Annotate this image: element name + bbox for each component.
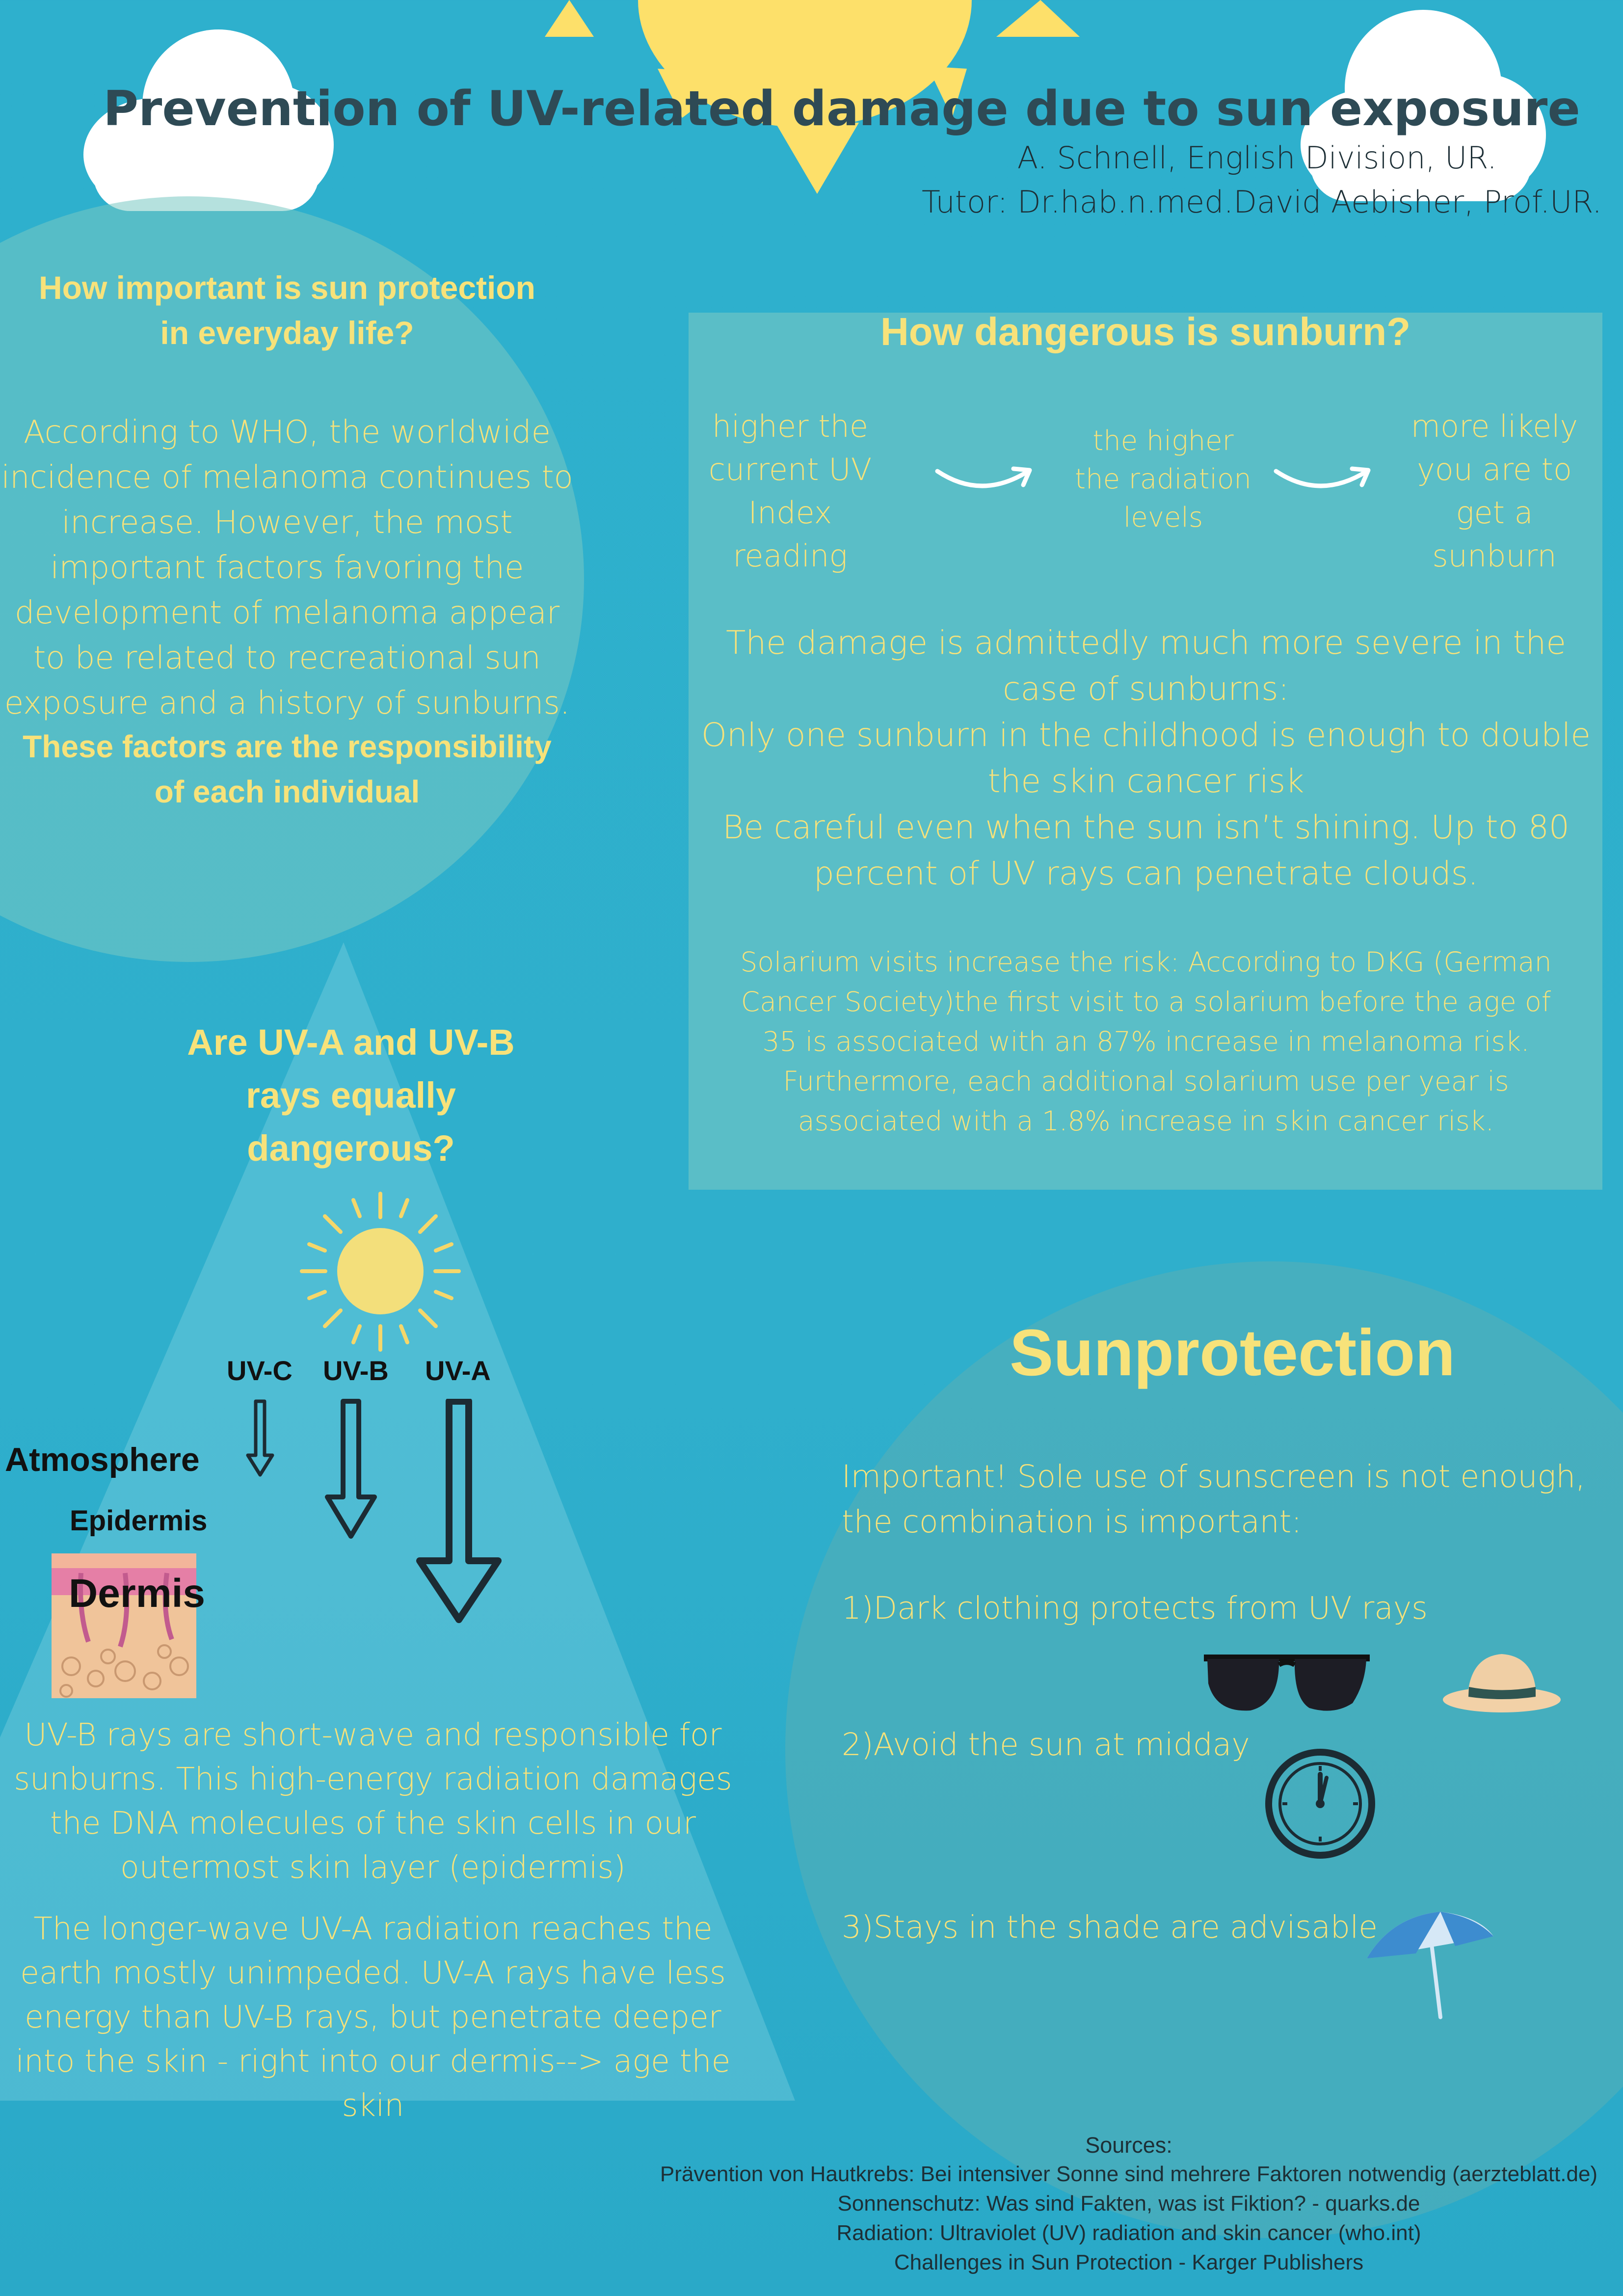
uvb-arrow-icon — [321, 1399, 380, 1541]
sun-icon — [294, 1188, 466, 1355]
importance-emphasis: These factors are the responsibility of each individual — [23, 729, 552, 809]
layer-dermis: Dermis — [69, 1571, 206, 1616]
sunburn-body-2: Only one sunburn in the childhood is enough to double the skin cancer risk — [701, 716, 1591, 800]
sunprotection-item-1: 1)Dark clothing protects from UV rays — [842, 1590, 1428, 1626]
flow-step-3: more likely you are to get a sunburn — [1410, 408, 1578, 574]
layer-atmosphere: Atmosphere — [5, 1441, 200, 1478]
sunprotection-item-3: 3)Stays in the shade are advisable — [842, 1909, 1378, 1945]
sunburn-heading: How dangerous is sunburn? — [880, 310, 1411, 353]
clock-icon — [1264, 1747, 1377, 1860]
importance-body: According to WHO, the worldwide incidence of melanoma continues to increase. However, the most important factors favoring the development of melanoma appear to be related to recreational sun exposure and a history of sunburns. — [1, 414, 573, 721]
page-title: Prevention of UV-related damage due to sun exposure — [103, 81, 1580, 137]
importance-heading: How important is sun protection in everyday life? — [38, 269, 535, 351]
label-uvb: UV-B — [323, 1355, 389, 1386]
uvb-description: UV-B rays are short-wave and responsible for sunburns. This high-energy radiation damages the DNA molecules of the skin cells in our outermost skin layer (epidermis) — [14, 1717, 732, 1885]
sunprotection-intro: Important! Sole use of sunscreen is not enough, the combination is important: — [842, 1459, 1586, 1540]
umbrella-icon — [1362, 1907, 1497, 2020]
hat-icon — [1440, 1647, 1563, 1715]
author-line: A. Schnell, English Division, UR. — [1017, 140, 1497, 176]
sunprotection-heading: Sunprotection — [1010, 1316, 1456, 1389]
uv-heading: Are UV-A and UV-B rays equally dangerous? — [187, 1022, 515, 1169]
sunglasses-icon — [1201, 1654, 1372, 1718]
source-item: Sonnenschutz: Was sind Fakten, was ist Fiktion? - quarks.de — [837, 2191, 1420, 2216]
label-uvc: UV-C — [227, 1355, 293, 1386]
sunburn-body-3: Be careful even when the sun isn’t shining. Up to 80 percent of UV rays can penetrate clouds. — [722, 808, 1570, 892]
flow-step-1: higher the current UV Index reading — [708, 408, 872, 574]
uvc-arrow-icon — [243, 1399, 277, 1480]
sunburn-body-1: The damage is admittedly much more severe in the case of sunburns: — [726, 624, 1566, 708]
source-item: Challenges in Sun Protection - Karger Publishers — [894, 2250, 1364, 2274]
flow-arrow-icon — [1271, 456, 1374, 496]
sources-heading: Sources: — [1085, 2133, 1172, 2158]
flow-arrow-icon — [932, 456, 1036, 496]
source-item: Radiation: Ultraviolet (UV) radiation and skin cancer (who.int) — [836, 2221, 1421, 2245]
uva-arrow-icon — [412, 1399, 506, 1625]
tutor-line: Tutor: Dr.hab.n.med.David Aebisher, Prof.UR. — [922, 184, 1602, 220]
uva-description: The longer-wave UV-A radiation reaches the earth mostly unimpeded. UV-A rays have less energy than UV-B rays, but penetrate deeper into the skin - right into our dermis--> age the skin — [15, 1911, 731, 2123]
solarium-text: Solarium visits increase the risk: According to DKG (German Cancer Society)the first visit to a solarium before the age of 35 is associated with an 87% increase in melanoma risk. Furthermore, each additional solarium use per year is associated with a 1.8% increase in skin cancer risk. — [740, 946, 1552, 1137]
source-item: Prävention von Hautkrebs: Bei intensiver Sonne sind mehrere Faktoren notwendig (aerzteblatt.de) — [660, 2162, 1598, 2186]
label-uva: UV-A — [425, 1355, 491, 1386]
sunprotection-item-2: 2)Avoid the sun at midday — [842, 1727, 1250, 1762]
flow-step-2: the higher the radiation levels — [1075, 425, 1251, 534]
layer-epidermis: Epidermis — [70, 1505, 208, 1537]
